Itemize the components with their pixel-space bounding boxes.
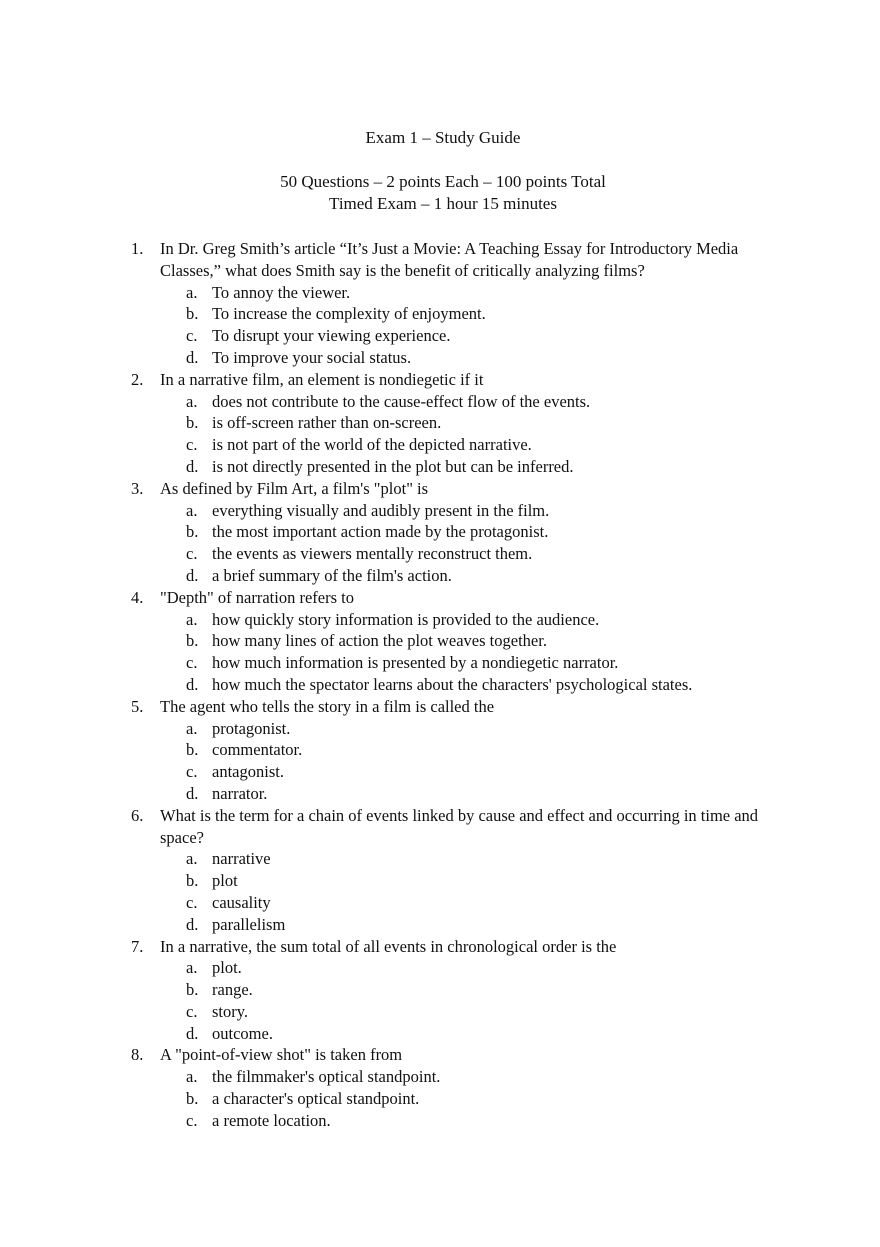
- question-item: [0, 478, 880, 587]
- option-letter: c.: [186, 892, 198, 912]
- question-text: A "point-of-view shot" is taken from: [160, 1045, 403, 1065]
- option-text: the filmmaker's optical standpoint.: [212, 1067, 441, 1087]
- answer-option: [0, 412, 880, 434]
- option-letter: b.: [186, 871, 199, 891]
- question-number: 6.: [131, 805, 144, 825]
- option-text: narrative: [212, 849, 271, 869]
- answer-option: [0, 674, 880, 696]
- answer-option: [0, 282, 880, 304]
- option-text: story.: [212, 1001, 249, 1021]
- question-number: 2.: [131, 369, 144, 389]
- answer-options: [0, 718, 880, 805]
- answer-option: [0, 565, 880, 587]
- option-text: a character's optical standpoint.: [212, 1089, 420, 1109]
- answer-option: [0, 543, 880, 565]
- option-text: commentator.: [212, 740, 303, 760]
- option-text: is not part of the world of the depicted narrative.: [212, 435, 532, 455]
- option-letter: a.: [186, 849, 198, 869]
- answer-option: [0, 914, 880, 936]
- question-item: [0, 936, 880, 1045]
- option-letter: d.: [186, 456, 199, 476]
- question-item: [0, 587, 880, 696]
- option-letter: c.: [186, 1110, 198, 1130]
- answer-options: [0, 609, 880, 696]
- question-item: [0, 238, 880, 369]
- option-text: plot.: [212, 958, 242, 978]
- answer-option: [0, 870, 880, 892]
- answer-options: [0, 391, 880, 478]
- answer-options: [0, 282, 880, 369]
- option-text: a remote location.: [212, 1110, 331, 1130]
- question-number: 5.: [131, 696, 144, 716]
- option-letter: d.: [186, 347, 199, 367]
- answer-option: [0, 521, 880, 543]
- answer-option: [0, 739, 880, 761]
- option-letter: b.: [186, 631, 199, 651]
- answer-options: [0, 500, 880, 587]
- option-text: a brief summary of the film's action.: [212, 565, 452, 585]
- option-text: how many lines of action the plot weaves together.: [212, 631, 547, 651]
- option-text: causality: [212, 892, 271, 912]
- question-text: In a narrative, the sum total of all events in chronological order is the: [160, 936, 617, 956]
- option-letter: b.: [186, 304, 199, 324]
- option-letter: c.: [186, 653, 198, 673]
- option-letter: b.: [186, 740, 199, 760]
- answer-option: [0, 391, 880, 413]
- option-text: is not directly presented in the plot but can be inferred.: [212, 456, 574, 476]
- option-text: everything visually and audibly present in the film.: [212, 500, 550, 520]
- answer-options: [0, 1066, 880, 1131]
- answer-option: [0, 347, 880, 369]
- answer-option: [0, 456, 880, 478]
- option-letter: a.: [186, 500, 198, 520]
- option-text: how quickly story information is provided to the audience.: [212, 609, 600, 629]
- option-text: range.: [212, 980, 253, 1000]
- option-letter: c.: [186, 435, 198, 455]
- answer-option: [0, 1088, 880, 1110]
- option-letter: b.: [186, 522, 199, 542]
- question-item: [0, 1044, 880, 1131]
- answer-options: [0, 848, 880, 935]
- option-text: plot: [212, 871, 238, 891]
- option-text: does not contribute to the cause-effect flow of the events.: [212, 391, 591, 411]
- option-letter: a.: [186, 282, 198, 302]
- option-letter: b.: [186, 980, 199, 1000]
- option-letter: a.: [186, 718, 198, 738]
- option-text: To improve your social status.: [212, 347, 412, 367]
- exam-info: [0, 171, 880, 215]
- answer-option: [0, 1066, 880, 1088]
- option-text: antagonist.: [212, 762, 284, 782]
- option-text: parallelism: [212, 914, 286, 934]
- answer-options: [0, 957, 880, 1044]
- option-letter: a.: [186, 1067, 198, 1087]
- answer-option: [0, 609, 880, 631]
- question-text: The agent who tells the story in a film is called the: [160, 696, 495, 716]
- question-number: 7.: [131, 936, 144, 956]
- answer-option: [0, 652, 880, 674]
- option-letter: d.: [186, 674, 199, 694]
- answer-option: [0, 1023, 880, 1045]
- option-text: protagonist.: [212, 718, 291, 738]
- option-letter: c.: [186, 326, 198, 346]
- option-text: the events as viewers mentally reconstruct them.: [212, 544, 533, 564]
- answer-option: [0, 1110, 880, 1132]
- option-letter: a.: [186, 958, 198, 978]
- answer-option: [0, 718, 880, 740]
- answer-option: [0, 892, 880, 914]
- option-letter: b.: [186, 1089, 199, 1109]
- option-letter: a.: [186, 391, 198, 411]
- document-title: Exam 1 – Study Guide: [365, 128, 521, 147]
- question-text: What is the term for a chain of events linked by cause and effect and occurring in time and space?: [160, 805, 759, 847]
- question-item: [0, 696, 880, 805]
- answer-option: [0, 761, 880, 783]
- option-text: the most important action made by the protagonist.: [212, 522, 549, 542]
- answer-option: [0, 303, 880, 325]
- option-text: how much the spectator learns about the characters' psychological states.: [212, 674, 693, 694]
- answer-option: [0, 783, 880, 805]
- option-letter: c.: [186, 1001, 198, 1021]
- question-number: 3.: [131, 478, 144, 498]
- exam-info-line-1: 50 Questions – 2 points Each – 100 points Total: [280, 172, 606, 191]
- option-letter: d.: [186, 565, 199, 585]
- answer-option: [0, 325, 880, 347]
- question-item: [0, 805, 880, 936]
- answer-option: [0, 848, 880, 870]
- answer-option: [0, 979, 880, 1001]
- option-text: how much information is presented by a nondiegetic narrator.: [212, 653, 619, 673]
- option-letter: d.: [186, 1023, 199, 1043]
- option-text: To increase the complexity of enjoyment.: [212, 304, 486, 324]
- question-number: 1.: [131, 239, 144, 258]
- option-letter: d.: [186, 783, 199, 803]
- question-number: 4.: [131, 587, 144, 607]
- question-text: In a narrative film, an element is nondiegetic if it: [160, 369, 484, 389]
- question-text: As defined by Film Art, a film's "plot" is: [160, 478, 429, 498]
- question-text: In Dr. Greg Smith’s article “It’s Just a Movie: A Teaching Essay for Introductory Media Classes,” what does Smith say is the benefit of critically analyzing films?: [160, 239, 739, 280]
- option-letter: a.: [186, 609, 198, 629]
- answer-option: [0, 957, 880, 979]
- answer-option: [0, 1001, 880, 1023]
- option-text: To annoy the viewer.: [212, 282, 351, 302]
- option-text: outcome.: [212, 1023, 273, 1043]
- answer-option: [0, 434, 880, 456]
- answer-option: [0, 630, 880, 652]
- option-letter: c.: [186, 762, 198, 782]
- question-text: "Depth" of narration refers to: [160, 587, 354, 607]
- option-letter: d.: [186, 914, 199, 934]
- question-number: 8.: [131, 1045, 144, 1065]
- option-text: is off-screen rather than on-screen.: [212, 413, 442, 433]
- question-item: [0, 369, 880, 478]
- question-list: [0, 238, 880, 1132]
- option-text: narrator.: [212, 783, 268, 803]
- exam-info-line-2: Timed Exam – 1 hour 15 minutes: [329, 194, 557, 213]
- option-letter: c.: [186, 544, 198, 564]
- option-letter: b.: [186, 413, 199, 433]
- answer-option: [0, 500, 880, 522]
- option-text: To disrupt your viewing experience.: [212, 326, 451, 346]
